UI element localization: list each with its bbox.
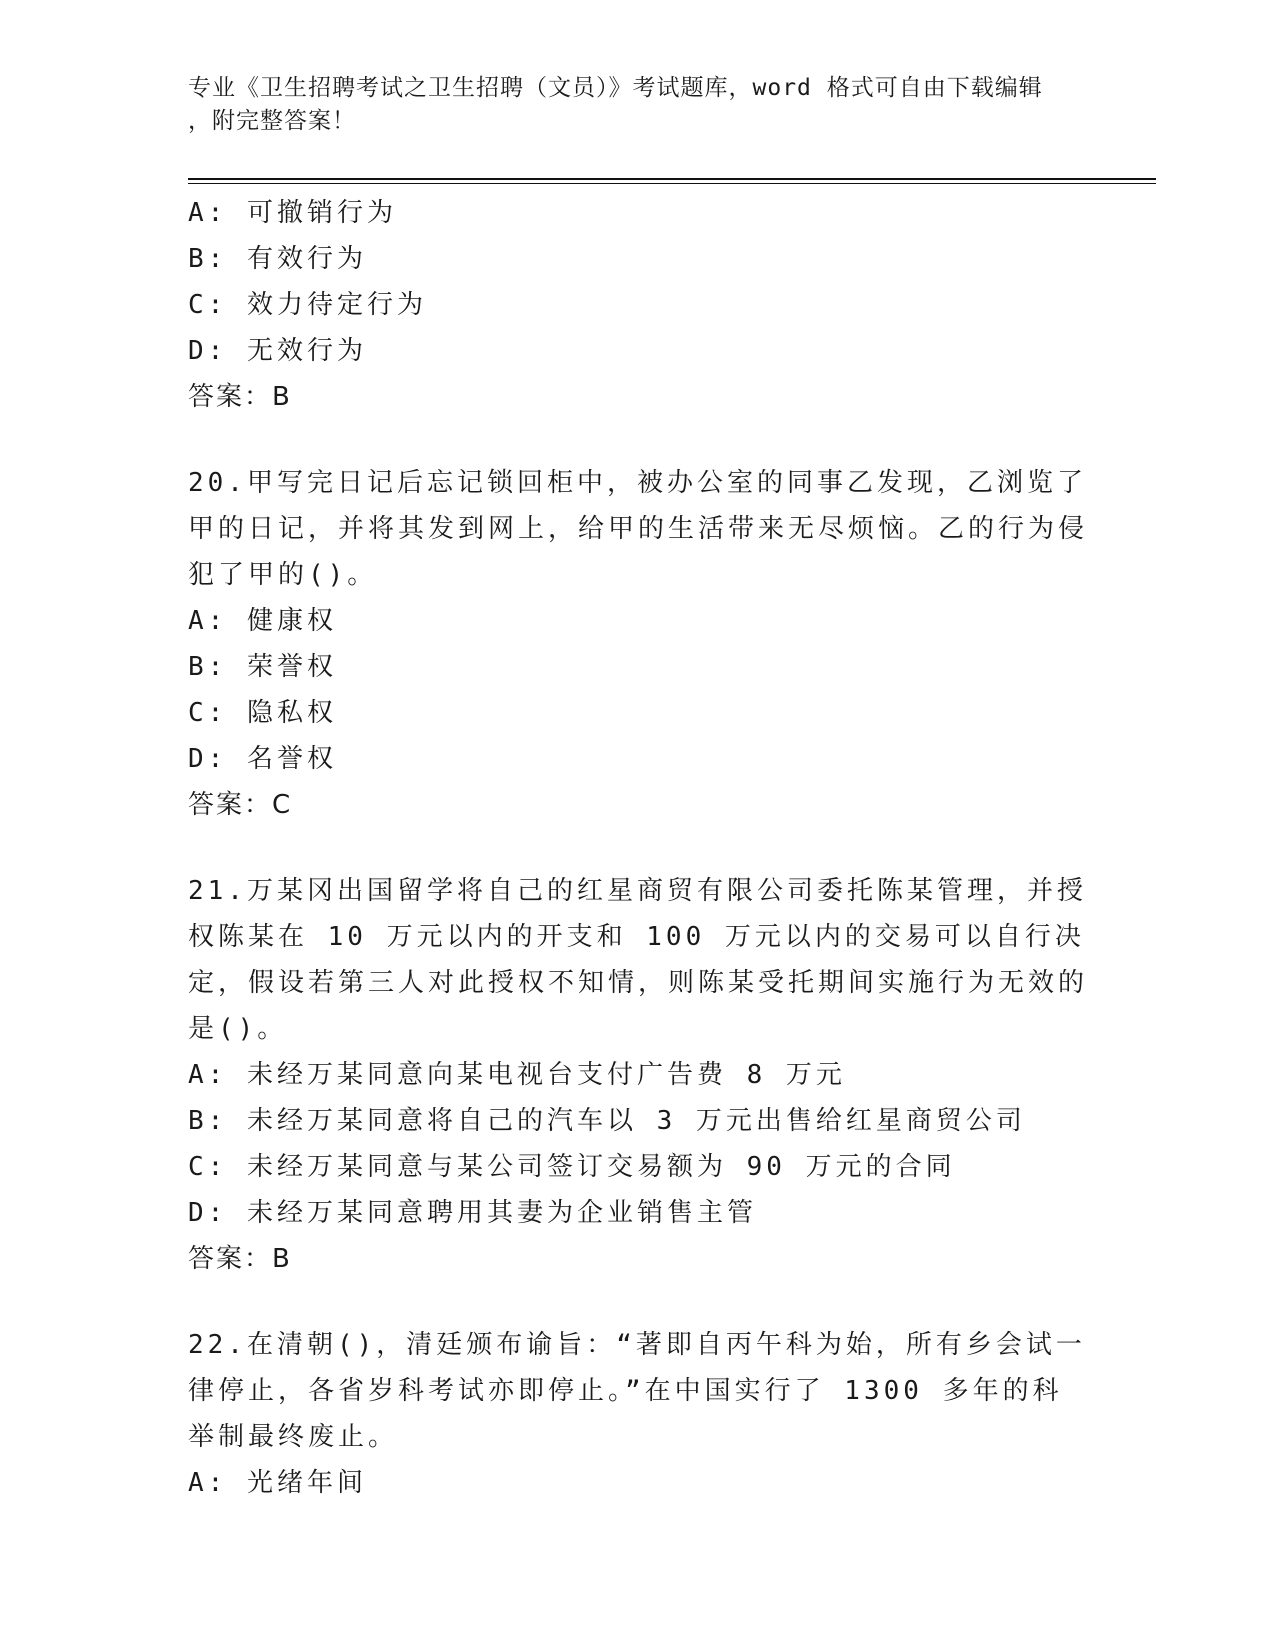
- q22-question-text: 22.在清朝()，清廷颁布谕旨：“著即自丙午科为始，所有乡会试一律停止，各省岁科考试亦即停止。”在中国实行了 1300 多年的科举制最终废止。: [188, 1330, 1086, 1452]
- q19-option-d: D: 无效行为: [188, 336, 367, 366]
- q20-option-a: A: 健康权: [188, 606, 337, 636]
- q22-option-a: A: 光绪年间: [188, 1468, 367, 1498]
- header-line-2: ，附完整答案！: [188, 108, 356, 134]
- q19-option-b: B: 有效行为: [188, 244, 367, 274]
- document-header: [188, 72, 1088, 138]
- question-19-block: [188, 190, 1088, 420]
- q21-option-b: B: 未经万某同意将自己的汽车以 3 万元出售给红星商贸公司: [188, 1106, 1026, 1136]
- q20-answer: 答案：C: [188, 790, 293, 820]
- question-content: [188, 190, 1088, 1506]
- question-22-block: [188, 1322, 1088, 1506]
- header-line-1: 专业《卫生招聘考试之卫生招聘（文员）》考试题库，word 格式可自由下载编辑: [188, 75, 1043, 101]
- q21-question-text: 21.万某冈出国留学将自己的红星商贸有限公司委托陈某管理，并授权陈某在 10 万元以内的开支和 100 万元以内的交易可以自行决定，假设若第三人对此授权不知情，则陈某受托期间实施行为无效的是()。: [188, 876, 1089, 1044]
- q20-option-c: C: 隐私权: [188, 698, 337, 728]
- question-20-block: [188, 460, 1088, 828]
- q21-option-a: A: 未经万某同意向某电视台支付广告费 8 万元: [188, 1060, 846, 1090]
- q20-option-b: B: 荣誉权: [188, 652, 337, 682]
- header-divider-thin: [188, 183, 1156, 184]
- q20-option-d: D: 名誉权: [188, 744, 337, 774]
- q19-option-a: A: 可撤销行为: [188, 198, 397, 228]
- q19-answer: 答案：B: [188, 382, 292, 412]
- header-divider-thick: [188, 178, 1156, 180]
- q21-option-d: D: 未经万某同意聘用其妻为企业销售主管: [188, 1198, 757, 1228]
- q21-answer: 答案：B: [188, 1244, 292, 1274]
- q20-question-text: 20.甲写完日记后忘记锁回柜中，被办公室的同事乙发现，乙浏览了甲的日记，并将其发到网上，给甲的生活带来无尽烦恼。乙的行为侵犯了甲的()。: [188, 468, 1089, 590]
- q21-option-c: C: 未经万某同意与某公司签订交易额为 90 万元的合同: [188, 1152, 956, 1182]
- q19-option-c: C: 效力待定行为: [188, 290, 427, 320]
- question-21-block: [188, 868, 1088, 1282]
